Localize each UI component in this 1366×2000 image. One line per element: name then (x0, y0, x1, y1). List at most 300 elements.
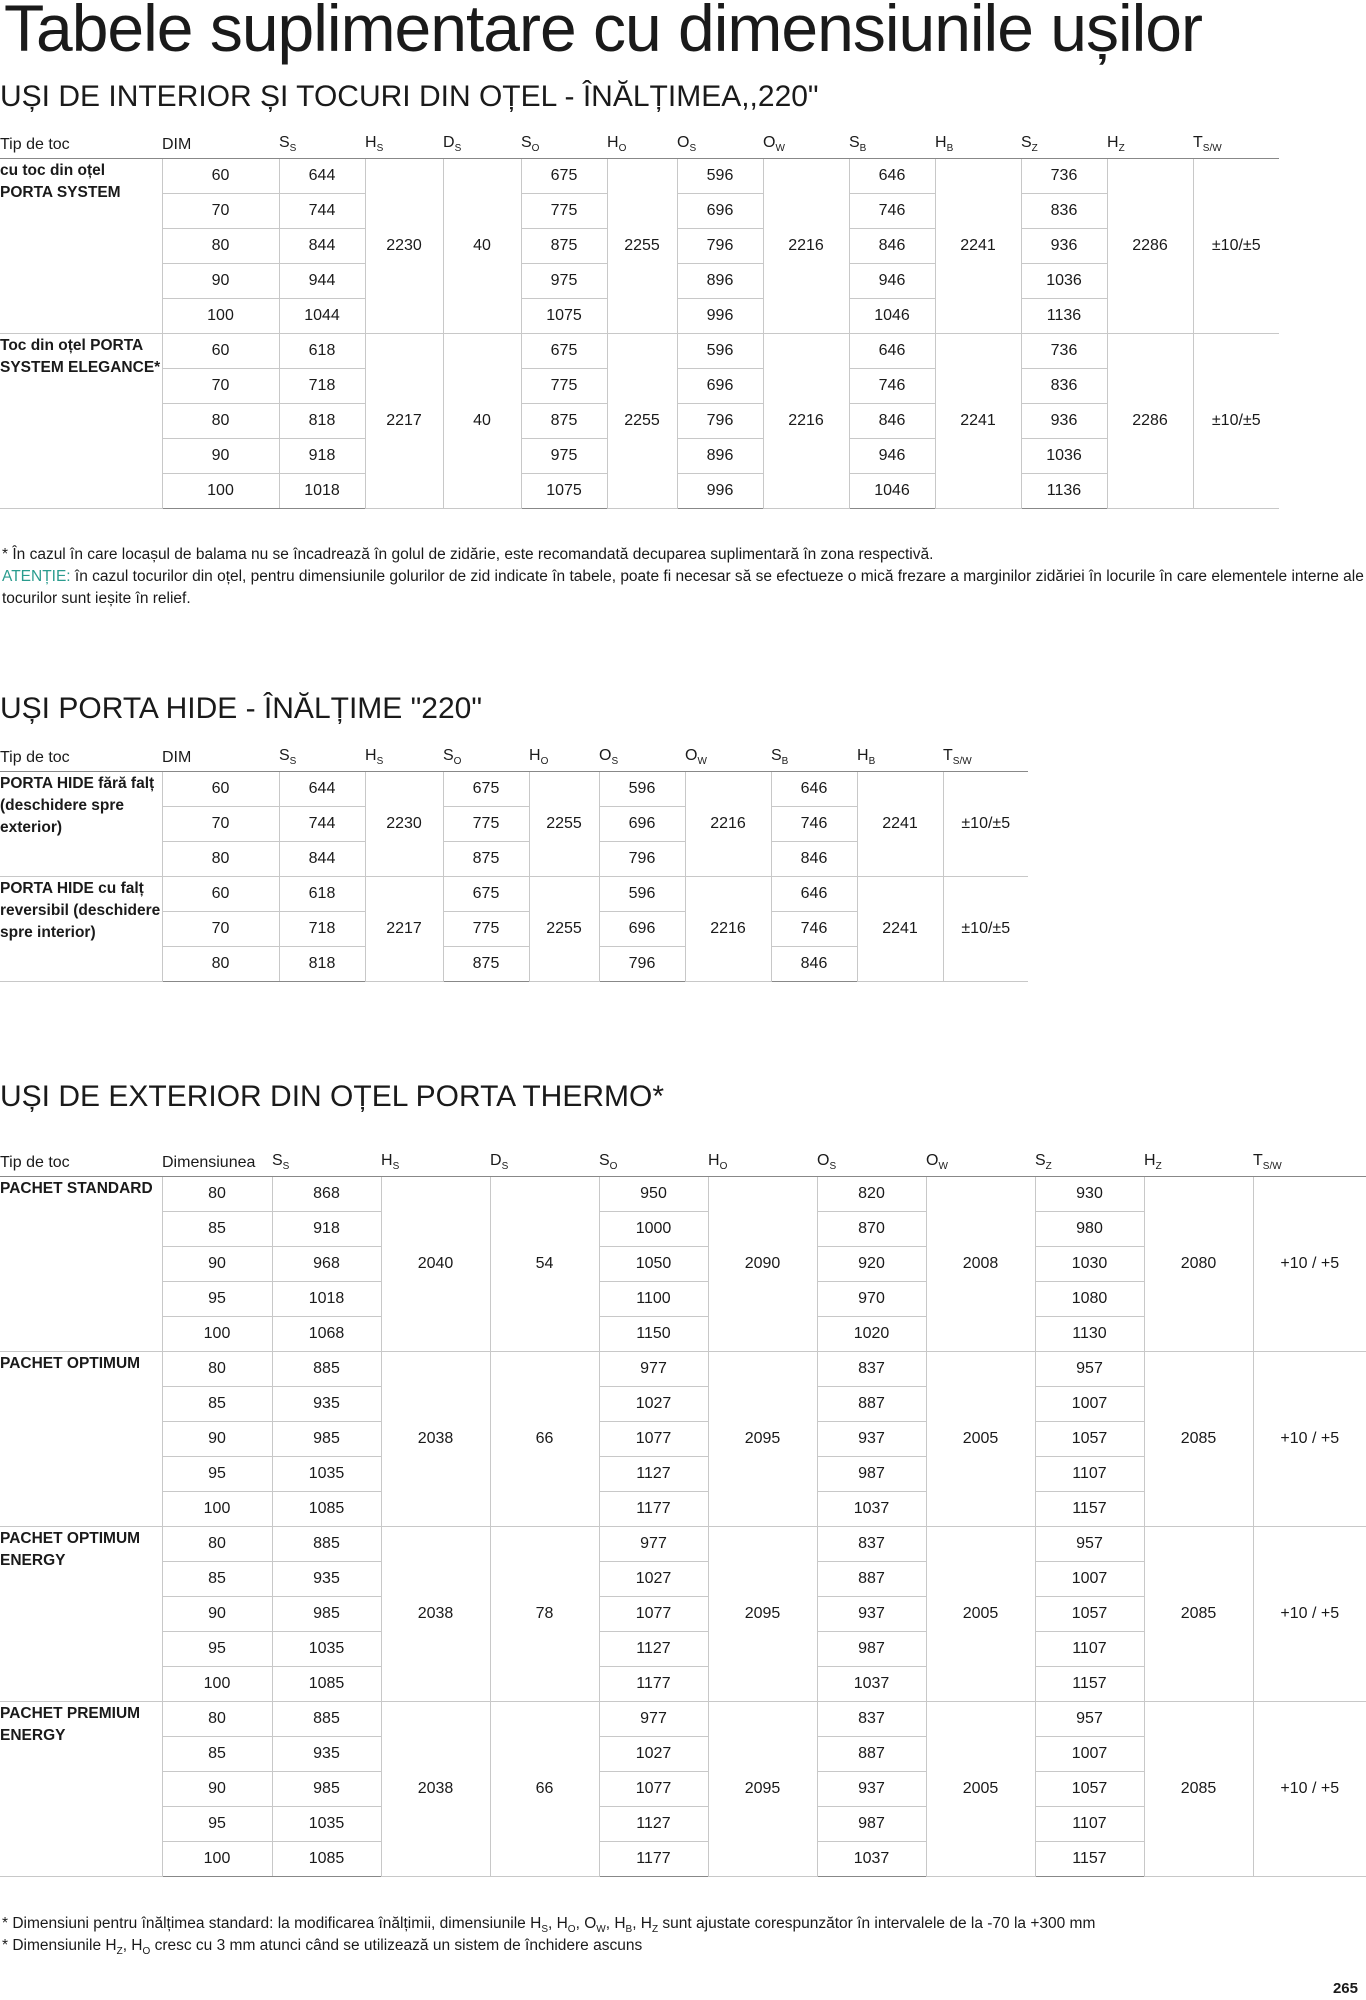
table-cell: 930 (1035, 1177, 1144, 1212)
column-header-subscript: O (609, 1161, 618, 1172)
page-title: Tabele suplimentare cu dimensiunile ușilor (4, 0, 1202, 65)
table-cell: 796 (599, 947, 685, 982)
table-cell: 70 (162, 807, 279, 842)
merged-cell: 2095 (708, 1352, 817, 1527)
group-name-cell: PACHET OPTIMUM ENERGY (0, 1527, 162, 1702)
table-cell: 820 (817, 1177, 926, 1212)
table-cell: 1027 (599, 1387, 708, 1422)
table-cell: 844 (279, 229, 365, 264)
column-header-subscript: S (282, 1161, 290, 1172)
table-cell: 987 (817, 1807, 926, 1842)
table-cell: 696 (599, 912, 685, 947)
table-cell: 646 (771, 877, 857, 912)
merged-cell: 66 (490, 1702, 599, 1877)
table-cell: 1075 (521, 474, 607, 509)
column-header-subscript: O (540, 756, 549, 767)
table-cell: 1036 (1021, 439, 1107, 474)
merged-cell: 2241 (935, 159, 1021, 334)
table-cell: 696 (677, 194, 763, 229)
table-cell: 618 (279, 877, 365, 912)
table-cell: 1018 (272, 1282, 381, 1317)
table-cell: 1085 (272, 1667, 381, 1702)
table-cell: 796 (677, 404, 763, 439)
table-cell: 846 (849, 229, 935, 264)
table-row (0, 334, 1279, 369)
merged-cell: 2080 (1144, 1177, 1253, 1352)
column-header (0, 1148, 162, 1177)
table-cell: 718 (279, 912, 365, 947)
column-header-label: O (817, 1151, 830, 1169)
column-header-subscript: S/W (1202, 143, 1222, 154)
table-cell: 1007 (1035, 1562, 1144, 1597)
table-group (0, 1177, 1366, 1352)
table-cell: 1130 (1035, 1317, 1144, 1352)
table-cell: 1157 (1035, 1667, 1144, 1702)
column-header-subscript: O (453, 756, 462, 767)
column-header-subscript: Z (1118, 143, 1125, 154)
table-group (0, 772, 1028, 877)
column-header (490, 1148, 599, 1177)
table-cell: 1157 (1035, 1842, 1144, 1877)
table-cell: 746 (849, 369, 935, 404)
table-cell: 944 (279, 264, 365, 299)
table-cell: 95 (162, 1282, 272, 1317)
merged-cell: 2255 (529, 772, 599, 877)
table-header-row (0, 1148, 1366, 1177)
table-cell: 846 (771, 842, 857, 877)
column-header-subscript: S (376, 143, 384, 154)
merged-cell: 2255 (607, 334, 677, 509)
column-header (599, 1148, 708, 1177)
table-cell: 1046 (849, 474, 935, 509)
column-header-subscript: Z (1155, 1161, 1162, 1172)
table-row (0, 877, 1028, 912)
table-cell: 837 (817, 1702, 926, 1737)
table-cell: 85 (162, 1562, 272, 1597)
column-header-label: D (443, 133, 455, 151)
table-cell: 1077 (599, 1772, 708, 1807)
table-cell: 920 (817, 1247, 926, 1282)
table-cell: 1085 (272, 1842, 381, 1877)
column-header-label: S (279, 746, 290, 764)
table-cell: 957 (1035, 1527, 1144, 1562)
merged-cell: 2005 (926, 1352, 1035, 1527)
table-cell: 996 (677, 299, 763, 334)
table-cell: 936 (1021, 404, 1107, 439)
column-header (443, 130, 521, 159)
merged-cell: 2241 (857, 877, 943, 982)
column-header-subscript: W (697, 756, 707, 767)
merged-cell: 78 (490, 1527, 599, 1702)
footnote1-sub-s: S (541, 1924, 548, 1936)
column-header (529, 743, 599, 772)
footnote2-sub-o: O (142, 1946, 151, 1958)
table-cell: 100 (162, 1317, 272, 1352)
table-group (0, 1527, 1366, 1702)
merged-cell: 2095 (708, 1702, 817, 1877)
column-header-subscript: O (618, 143, 627, 154)
table-cell: 80 (162, 947, 279, 982)
table-cell: 80 (162, 1177, 272, 1212)
note-atentie (2, 566, 1364, 610)
column-header (162, 1148, 272, 1177)
table-cell: 985 (272, 1772, 381, 1807)
table-header-row (0, 743, 1028, 772)
column-header-label: H (607, 133, 619, 151)
merged-cell: 2241 (857, 772, 943, 877)
table-row (0, 1527, 1366, 1562)
table-cell: 1100 (599, 1282, 708, 1317)
column-header-label: H (857, 746, 869, 764)
group-name-cell: Toc din oțel PORTA SYSTEM ELEGANCE* (0, 334, 162, 509)
table-cell: 1107 (1035, 1632, 1144, 1667)
table-cell: 70 (162, 369, 279, 404)
table-cell: 775 (521, 369, 607, 404)
table-cell: 70 (162, 194, 279, 229)
column-header-label: O (926, 1151, 939, 1169)
column-header-label: Tip de toc (0, 749, 70, 766)
merged-cell: 2085 (1144, 1702, 1253, 1877)
column-header-subscript: S (454, 143, 462, 154)
table-cell: 90 (162, 1597, 272, 1632)
table-cell: 980 (1035, 1212, 1144, 1247)
table-cell: 80 (162, 1527, 272, 1562)
merged-cell: 2038 (381, 1527, 490, 1702)
footnote-hidden-lock: * Dimensiunile $H_Z$, $H_O$ cresc cu 3 mm atunci când se utilizează un sistem de închidere ascuns (2, 1937, 643, 1958)
table-cell: 896 (677, 439, 763, 474)
table-cell: 968 (272, 1247, 381, 1282)
column-header (763, 130, 849, 159)
footnote1-sub-w: W (596, 1924, 606, 1936)
table-cell: 870 (817, 1212, 926, 1247)
table-cell: 885 (272, 1527, 381, 1562)
table-cell: 80 (162, 1702, 272, 1737)
column-header (1021, 130, 1107, 159)
table-interior-doors (0, 130, 1279, 509)
column-header-label: S (599, 1151, 610, 1169)
table-cell: 896 (677, 264, 763, 299)
table-cell: 935 (272, 1387, 381, 1422)
table-cell: 977 (599, 1527, 708, 1562)
table-cell: 887 (817, 1737, 926, 1772)
table-cell: 846 (771, 947, 857, 982)
table-cell: 80 (162, 1352, 272, 1387)
table-cell: 1080 (1035, 1282, 1144, 1317)
table-cell: 1035 (272, 1807, 381, 1842)
column-header-label: O (677, 133, 690, 151)
group-name-cell: PORTA HIDE fără falț (deschidere spre exterior) (0, 772, 162, 877)
column-header-label: H (381, 1151, 393, 1169)
table-cell: 1127 (599, 1807, 708, 1842)
table-cell: 1077 (599, 1597, 708, 1632)
table-cell: 1050 (599, 1247, 708, 1282)
table-cell: 837 (817, 1352, 926, 1387)
table-cell: 996 (677, 474, 763, 509)
table-cell: 1136 (1021, 474, 1107, 509)
merged-cell: ±10/±5 (943, 772, 1028, 877)
merged-cell: 2230 (365, 772, 443, 877)
column-header-label: O (763, 133, 776, 151)
column-header (943, 743, 1028, 772)
table-group (0, 877, 1028, 982)
table-cell: 775 (521, 194, 607, 229)
column-header-subscript: O (531, 143, 540, 154)
note-atentie-label: ATENȚIE: (2, 568, 71, 585)
column-header-subscript: S (289, 756, 297, 767)
column-header-subscript: S (501, 1161, 509, 1172)
merged-cell: 2090 (708, 1177, 817, 1352)
table-cell: 1030 (1035, 1247, 1144, 1282)
column-header-subscript: O (719, 1161, 728, 1172)
table-cell: 844 (279, 842, 365, 877)
table-cell: 696 (677, 369, 763, 404)
table-cell: 1127 (599, 1632, 708, 1667)
table-cell: 887 (817, 1387, 926, 1422)
column-header-label: H (1144, 1151, 1156, 1169)
table-cell: 100 (162, 1842, 272, 1877)
table-cell: 90 (162, 1422, 272, 1457)
table-cell: 918 (272, 1212, 381, 1247)
table-cell: 746 (849, 194, 935, 229)
table-cell: 644 (279, 159, 365, 194)
table-cell: 985 (272, 1422, 381, 1457)
table-group (0, 334, 1279, 509)
merged-cell: 40 (443, 334, 521, 509)
table-cell: 796 (677, 229, 763, 264)
table-cell: 937 (817, 1422, 926, 1457)
column-header (817, 1148, 926, 1177)
column-header-subscript: Z (1045, 1161, 1052, 1172)
table-cell: 885 (272, 1352, 381, 1387)
table-cell: 957 (1035, 1702, 1144, 1737)
column-header-label: S (521, 133, 532, 151)
table-cell: 1057 (1035, 1597, 1144, 1632)
table-cell: 1068 (272, 1317, 381, 1352)
table-cell: 937 (817, 1772, 926, 1807)
merged-cell: +10 / +5 (1253, 1177, 1366, 1352)
table-cell: 875 (521, 404, 607, 439)
table-cell: 875 (521, 229, 607, 264)
column-header-label: H (935, 133, 947, 151)
note-atentie-text: în cazul tocurilor din oțel, pentru dimensiunile golurilor de zid indicate în tabele, poate fi necesar să se efectueze o mică frezare a marginilor zidăriei în locurile în care elementele interne ale tocurilor sunt ieșite în relief. (2, 568, 1364, 607)
column-header-label: H (529, 746, 541, 764)
column-header (1107, 130, 1193, 159)
table-cell: 1177 (599, 1667, 708, 1702)
column-header (935, 130, 1021, 159)
table-cell: 937 (817, 1597, 926, 1632)
column-header (1193, 130, 1279, 159)
column-header (677, 130, 763, 159)
table-cell: 1044 (279, 299, 365, 334)
table-cell: 1020 (817, 1317, 926, 1352)
table-cell: 696 (599, 807, 685, 842)
footnote2-sub-z: Z (116, 1946, 123, 1958)
merged-cell: 2217 (365, 334, 443, 509)
table-cell: 985 (272, 1597, 381, 1632)
table-group (0, 1352, 1366, 1527)
column-header-subscript: S (689, 143, 697, 154)
table-cell: 596 (677, 159, 763, 194)
table-cell: 1057 (1035, 1772, 1144, 1807)
table-row (0, 1352, 1366, 1387)
table-cell: 644 (279, 772, 365, 807)
table-cell: 100 (162, 299, 279, 334)
table-cell: 80 (162, 842, 279, 877)
column-header-subscript: W (938, 1161, 948, 1172)
table-cell: 935 (272, 1737, 381, 1772)
column-header (381, 1148, 490, 1177)
table-cell: 60 (162, 159, 279, 194)
column-header-label: Dimensiunea (162, 1154, 256, 1171)
column-header (685, 743, 771, 772)
table-cell: 90 (162, 1772, 272, 1807)
table-cell: 1000 (599, 1212, 708, 1247)
table-group (0, 159, 1279, 334)
column-header-subscript: S (289, 143, 297, 154)
column-header (279, 743, 365, 772)
merged-cell: ±10/±5 (1193, 159, 1279, 334)
table-cell: 70 (162, 912, 279, 947)
table-cell: 675 (521, 334, 607, 369)
table-cell: 646 (849, 159, 935, 194)
merged-cell: 54 (490, 1177, 599, 1352)
column-header (272, 1148, 381, 1177)
merged-cell: ±10/±5 (1193, 334, 1279, 509)
merged-cell: 2216 (763, 159, 849, 334)
column-header-label: H (365, 133, 377, 151)
merged-cell: 2005 (926, 1527, 1035, 1702)
table-cell: 1107 (1035, 1807, 1144, 1842)
table-cell: 1027 (599, 1737, 708, 1772)
column-header (162, 130, 279, 159)
table-cell: 975 (521, 264, 607, 299)
merged-cell: 2038 (381, 1702, 490, 1877)
table-cell: 1136 (1021, 299, 1107, 334)
merged-cell: 2216 (685, 772, 771, 877)
table-cell: 95 (162, 1457, 272, 1492)
column-header-subscript: S/W (1262, 1161, 1282, 1172)
merged-cell: 2085 (1144, 1352, 1253, 1527)
table-cell: 1127 (599, 1457, 708, 1492)
column-header (365, 743, 443, 772)
column-header-label: D (490, 1151, 502, 1169)
merged-cell: 40 (443, 159, 521, 334)
column-header-label: O (685, 746, 698, 764)
column-header (0, 130, 162, 159)
table-cell: 836 (1021, 194, 1107, 229)
footnote2-post: cresc cu 3 mm atunci când se utilizează un sistem de închidere ascuns (154, 1937, 643, 1954)
table-header-row (0, 130, 1279, 159)
table-cell: 675 (443, 772, 529, 807)
merged-cell: 2286 (1107, 334, 1193, 509)
table-cell: 596 (677, 334, 763, 369)
table-cell: 1085 (272, 1492, 381, 1527)
section-heading-interior: UȘI DE INTERIOR ȘI TOCURI DIN OȚEL - ÎNĂLȚIMEA,,220" (0, 80, 819, 113)
column-header-subscript: S (611, 756, 619, 767)
table-cell: 935 (272, 1562, 381, 1597)
column-header-label: DIM (162, 136, 192, 153)
table-cell: 90 (162, 264, 279, 299)
column-header-label: T (1253, 1151, 1263, 1169)
table-cell: 818 (279, 404, 365, 439)
column-header-label: S (1021, 133, 1032, 151)
table-cell: 977 (599, 1702, 708, 1737)
column-header-label: S (272, 1151, 283, 1169)
column-header (521, 130, 607, 159)
table-cell: 868 (272, 1177, 381, 1212)
column-header-label: S (443, 746, 454, 764)
table-cell: 95 (162, 1632, 272, 1667)
merged-cell: 2216 (763, 334, 849, 509)
table-cell: 1027 (599, 1562, 708, 1597)
table-cell: 95 (162, 1807, 272, 1842)
table-cell: 736 (1021, 159, 1107, 194)
table-thermo-doors (0, 1148, 1366, 1877)
column-header (1144, 1148, 1253, 1177)
table-cell: 80 (162, 229, 279, 264)
merged-cell: 2040 (381, 1177, 490, 1352)
column-header-subscript: S (392, 1161, 400, 1172)
table-hide-doors (0, 743, 1028, 982)
column-header-subscript: W (775, 143, 785, 154)
column-header-label: T (943, 746, 953, 764)
merged-cell: 2085 (1144, 1527, 1253, 1702)
table-cell: 675 (443, 877, 529, 912)
merged-cell: 2286 (1107, 159, 1193, 334)
table-cell: 1035 (272, 1457, 381, 1492)
table-cell: 1018 (279, 474, 365, 509)
column-header-label: S (771, 746, 782, 764)
column-header-label: H (1107, 133, 1119, 151)
table-cell: 80 (162, 404, 279, 439)
table-cell: 775 (443, 912, 529, 947)
merged-cell: +10 / +5 (1253, 1352, 1366, 1527)
column-header (162, 743, 279, 772)
column-header-label: S (279, 133, 290, 151)
table-cell: 987 (817, 1632, 926, 1667)
table-cell: 1037 (817, 1667, 926, 1702)
column-header (607, 130, 677, 159)
table-cell: 1007 (1035, 1387, 1144, 1422)
table-cell: 1057 (1035, 1422, 1144, 1457)
table-cell: 1177 (599, 1842, 708, 1877)
table-cell: 60 (162, 772, 279, 807)
table-cell: 837 (817, 1527, 926, 1562)
note-balama: * În cazul în care locașul de balama nu se încadrează în golul de zidărie, este recomandată decuparea suplimentară în zona respectivă. (2, 546, 934, 563)
column-header-label: Tip de toc (0, 1154, 70, 1171)
page-number: 265 (1332, 1980, 1358, 1997)
table-cell: 646 (849, 334, 935, 369)
column-header-label: S (849, 133, 860, 151)
table-cell: 836 (1021, 369, 1107, 404)
table-cell: 1046 (849, 299, 935, 334)
footnote1-pre: * Dimensiuni pentru înălțimea standard: la modificarea înălțimii, dimensiunile H (2, 1915, 542, 1932)
table-cell: 100 (162, 1492, 272, 1527)
table-cell: 885 (272, 1702, 381, 1737)
column-header (857, 743, 943, 772)
table-cell: 90 (162, 1247, 272, 1282)
table-cell: 100 (162, 474, 279, 509)
table-cell: 946 (849, 439, 935, 474)
table-row (0, 1177, 1366, 1212)
section-heading-thermo: UȘI DE EXTERIOR DIN OȚEL PORTA THERMO* (0, 1080, 664, 1113)
table-cell: 744 (279, 807, 365, 842)
table-cell: 675 (521, 159, 607, 194)
table-cell: 796 (599, 842, 685, 877)
merged-cell: 2038 (381, 1352, 490, 1527)
column-header (771, 743, 857, 772)
column-header-subscript: B (868, 756, 876, 767)
